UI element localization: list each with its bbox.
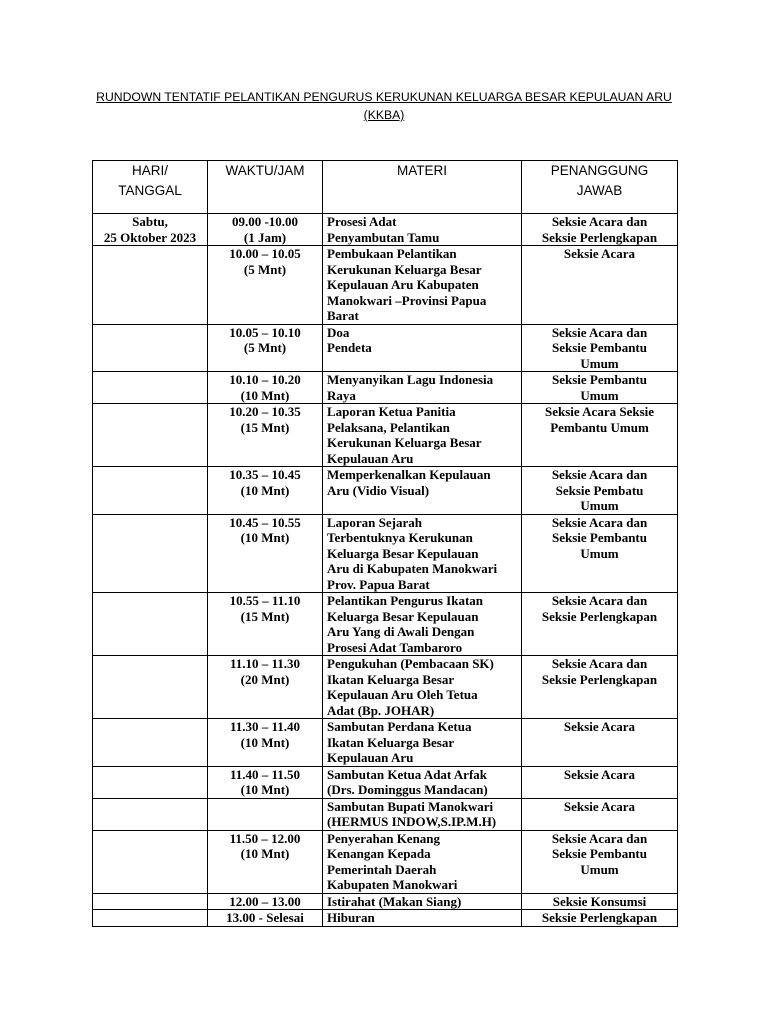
cell-pj: Seksie Acara dan Seksie Perlengkapan [522, 593, 678, 656]
cell-time [208, 798, 323, 830]
cell-pj: Seksie Konsumsi [522, 893, 678, 910]
cell-day [93, 893, 208, 910]
table-row [93, 830, 678, 893]
table-row [93, 214, 678, 246]
cell-pj: Seksie Acara [522, 246, 678, 325]
table-row [93, 766, 678, 798]
table-row [93, 404, 678, 467]
cell-time: 10.00 – 10.05 (5 Mnt) [208, 246, 323, 325]
cell-day [93, 324, 208, 372]
cell-time: 10.10 – 10.20 (10 Mnt) [208, 372, 323, 404]
cell-time: 10.20 – 10.35 (15 Mnt) [208, 404, 323, 467]
cell-pj: Seksie Acara Seksie Pembantu Umum [522, 404, 678, 467]
cell-pj: Seksie Acara [522, 766, 678, 798]
cell-time: 10.55 – 11.10 (15 Mnt) [208, 593, 323, 656]
table-row [93, 246, 678, 325]
cell-day [93, 719, 208, 767]
cell-day: Sabtu, 25 Oktober 2023 [93, 214, 208, 246]
document-title [92, 88, 676, 124]
cell-pj: Seksie Acara dan Seksie Pembatu Umum [522, 467, 678, 515]
cell-time: 11.30 – 11.40 (10 Mnt) [208, 719, 323, 767]
cell-materi: Penyerahan Kenang Kenangan Kepada Pemerintah Daerah Kabupaten Manokwari [323, 830, 522, 893]
table-body [93, 214, 678, 927]
cell-pj: Seksie Acara [522, 719, 678, 767]
cell-materi: Sambutan Perdana Ketua Ikatan Keluarga Besar Kepulauan Aru [323, 719, 522, 767]
cell-day [93, 830, 208, 893]
cell-materi: Sambutan Bupati Manokwari (HERMUS INDOW,S.IP.M.H) [323, 798, 522, 830]
cell-time: 11.50 – 12.00 (10 Mnt) [208, 830, 323, 893]
cell-day [93, 656, 208, 719]
cell-pj: Seksie Acara dan Seksie Perlengkapan [522, 656, 678, 719]
cell-time: 10.05 – 10.10 (5 Mnt) [208, 324, 323, 372]
table-row [93, 593, 678, 656]
table-row [93, 798, 678, 830]
table-row [93, 893, 678, 910]
header-materi: MATERI [323, 161, 522, 214]
cell-materi: Pengukuhan (Pembacaan SK) Ikatan Keluarga Besar Kepulauan Aru Oleh Tetua Adat (Bp. JOHAR) [323, 656, 522, 719]
title-line-1: RUNDOWN TENTATIF PELANTIKAN PENGURUS KERUKUNAN KELUARGA BESAR KEPULAUAN ARU [96, 90, 672, 104]
cell-materi: Laporan Ketua Panitia Pelaksana, Pelantikan Kerukunan Keluarga Besar Kepulauan Aru [323, 404, 522, 467]
table-row [93, 324, 678, 372]
rundown-table [92, 160, 678, 927]
cell-materi: Laporan Sejarah Terbentuknya Kerukunan Keluarga Besar Kepulauan Aru di Kabupaten Manokwari Prov. Papua Barat [323, 514, 522, 593]
cell-materi: Istirahat (Makan Siang) [323, 893, 522, 910]
header-time: WAKTU/JAM [208, 161, 323, 214]
cell-day [93, 467, 208, 515]
cell-day [93, 372, 208, 404]
cell-materi: Doa Pendeta [323, 324, 522, 372]
cell-pj: Seksie Acara dan Seksie Pembantu Umum [522, 324, 678, 372]
header-pj: PENANGGUNG JAWAB [522, 161, 678, 214]
table-header-row [93, 161, 678, 214]
cell-day [93, 910, 208, 927]
cell-materi: Hiburan [323, 910, 522, 927]
cell-time: 09.00 -10.00 (1 Jam) [208, 214, 323, 246]
cell-materi: Prosesi Adat Penyambutan Tamu [323, 214, 522, 246]
cell-materi: Memperkenalkan Kepulauan Aru (Vidio Visual) [323, 467, 522, 515]
cell-day [93, 593, 208, 656]
cell-pj: Seksie Perlengkapan [522, 910, 678, 927]
cell-time: 11.40 – 11.50 (10 Mnt) [208, 766, 323, 798]
cell-day [93, 404, 208, 467]
cell-pj: Seksie Pembantu Umum [522, 372, 678, 404]
title-line-2: (KKBA) [363, 108, 405, 122]
cell-pj: Seksie Acara dan Seksie Perlengkapan [522, 214, 678, 246]
cell-day [93, 246, 208, 325]
cell-day [93, 514, 208, 593]
table-row [93, 467, 678, 515]
table-row [93, 514, 678, 593]
cell-time: 10.45 – 10.55 (10 Mnt) [208, 514, 323, 593]
table-row [93, 372, 678, 404]
table-row [93, 910, 678, 927]
cell-time: 13.00 - Selesai [208, 910, 323, 927]
cell-pj: Seksie Acara [522, 798, 678, 830]
cell-materi: Sambutan Ketua Adat Arfak (Drs. Dominggus Mandacan) [323, 766, 522, 798]
cell-materi: Pelantikan Pengurus Ikatan Keluarga Besar Kepulauan Aru Yang di Awali Dengan Prosesi Adat Tambaroro [323, 593, 522, 656]
header-day: HARI/ TANGGAL [93, 161, 208, 214]
cell-pj: Seksie Acara dan Seksie Pembantu Umum [522, 514, 678, 593]
table-row [93, 719, 678, 767]
cell-time: 10.35 – 10.45 (10 Mnt) [208, 467, 323, 515]
cell-materi: Pembukaan Pelantikan Kerukunan Keluarga Besar Kepulauan Aru Kabupaten Manokwari –Provinsi Papua Barat [323, 246, 522, 325]
cell-time: 12.00 – 13.00 [208, 893, 323, 910]
cell-materi: Menyanyikan Lagu Indonesia Raya [323, 372, 522, 404]
cell-time: 11.10 – 11.30 (20 Mnt) [208, 656, 323, 719]
cell-day [93, 798, 208, 830]
table-row [93, 656, 678, 719]
cell-day [93, 766, 208, 798]
cell-pj: Seksie Acara dan Seksie Pembantu Umum [522, 830, 678, 893]
